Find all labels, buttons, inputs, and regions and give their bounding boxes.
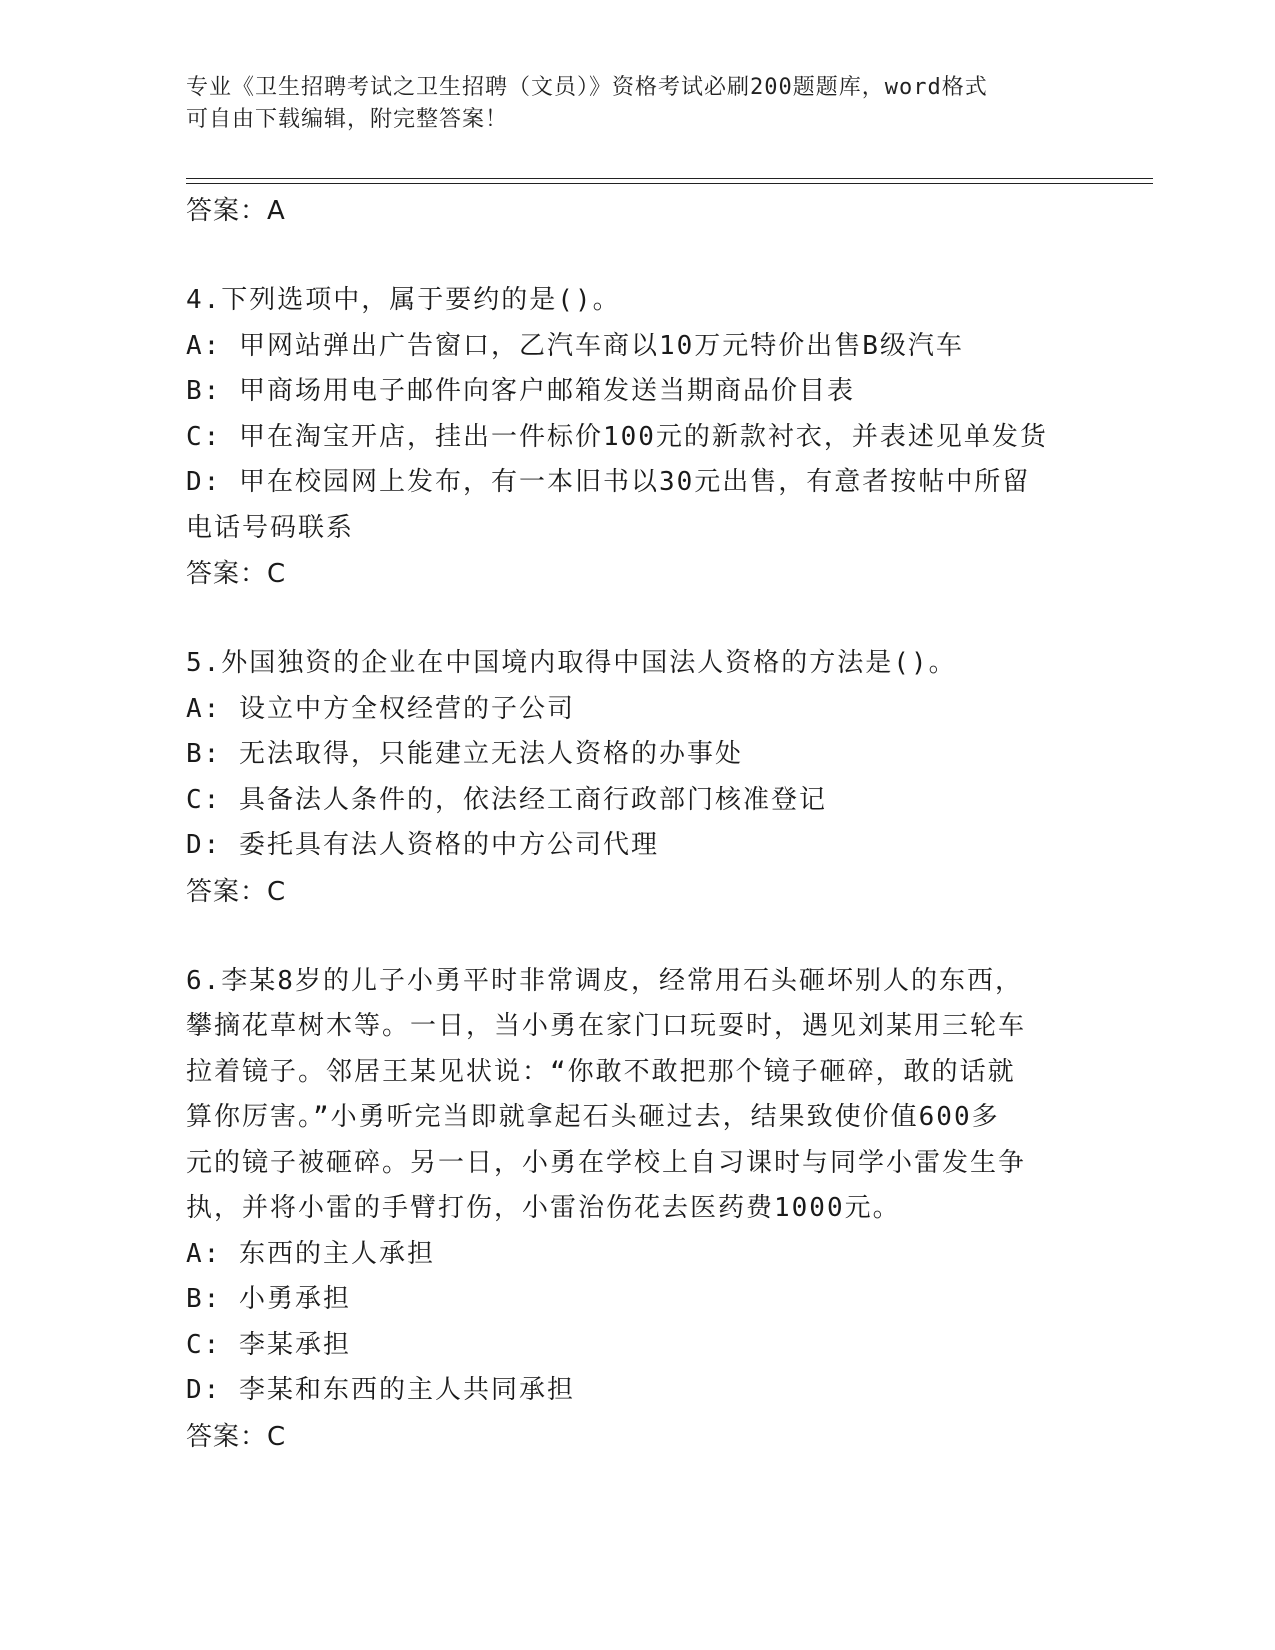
option-a: A: 设立中方全权经营的子公司 [186, 693, 575, 724]
answer: 答案：C [186, 876, 287, 907]
option-c: C: 具备法人条件的，依法经工商行政部门核准登记 [186, 784, 827, 815]
header-divider-top [186, 178, 1153, 179]
answer: 答案：C [186, 1421, 287, 1452]
question-stem-line-6: 执，并将小雷的手臂打伤，小雷治伤花去医药费1000元。 [186, 1193, 901, 1223]
question-4 [186, 278, 1086, 597]
answer-previous: 答案：A [186, 196, 286, 226]
question-stem: 4.下列选项中，属于要约的是()。 [186, 285, 621, 315]
option-b: B: 无法取得，只能建立无法人资格的办事处 [186, 739, 743, 769]
question-6 [186, 959, 1086, 1460]
option-b: B: 小勇承担 [186, 1284, 351, 1314]
header-line-2: 可自由下载编辑，附完整答案！ [186, 107, 509, 132]
question-stem-line-1: 6.李某8岁的儿子小勇平时非常调皮，经常用石头砸坏别人的东西， [186, 965, 1023, 996]
question-stem-line-4: 算你厉害。”小勇听完当即就拿起石头砸过去，结果致使价值600多 [186, 1102, 1000, 1132]
option-d-continued: 电话号码联系 [186, 512, 355, 543]
question-stem-line-2: 攀摘花草树木等。一日，当小勇在家门口玩耍时，遇见刘某用三轮车 [186, 1011, 1027, 1041]
spacer [186, 234, 1086, 278]
option-d: D: 委托具有法人资格的中方公司代理 [186, 830, 659, 860]
option-d: D: 李某和东西的主人共同承担 [186, 1375, 575, 1405]
option-c: C: 李某承担 [186, 1329, 351, 1360]
option-b: B: 甲商场用电子邮件向客户邮箱发送当期商品价目表 [186, 376, 855, 406]
spacer [186, 597, 1086, 641]
option-d: D: 甲在校园网上发布，有一本旧书以30元出售，有意者按帖中所留 [186, 467, 1031, 497]
question-stem-line-5: 元的镜子被砸碎。另一日，小勇在学校上自习课时与同学小雷发生争 [186, 1147, 1027, 1178]
document-body [186, 188, 1086, 1460]
question-stem-line-3: 拉着镜子。邻居王某见状说：“你敢不敢把那个镜子砸碎，敢的话就 [186, 1056, 1016, 1087]
option-a: A: 甲网站弹出广告窗口，乙汽车商以10万元特价出售B级汽车 [186, 330, 964, 361]
option-c: C: 甲在淘宝开店，挂出一件标价100元的新款衬衣，并表述见单发货 [186, 421, 1048, 452]
option-a: A: 东西的主人承担 [186, 1238, 435, 1269]
document-header [186, 72, 1066, 136]
header-line-1: 专业《卫生招聘考试之卫生招聘（文员）》资格考试必刷200题题库，word格式 [186, 75, 988, 100]
header-divider-bottom [186, 183, 1153, 184]
question-stem: 5.外国独资的企业在中国境内取得中国法人资格的方法是()。 [186, 648, 957, 678]
answer: 答案：C [186, 559, 287, 589]
spacer [186, 915, 1086, 959]
question-5 [186, 641, 1086, 915]
